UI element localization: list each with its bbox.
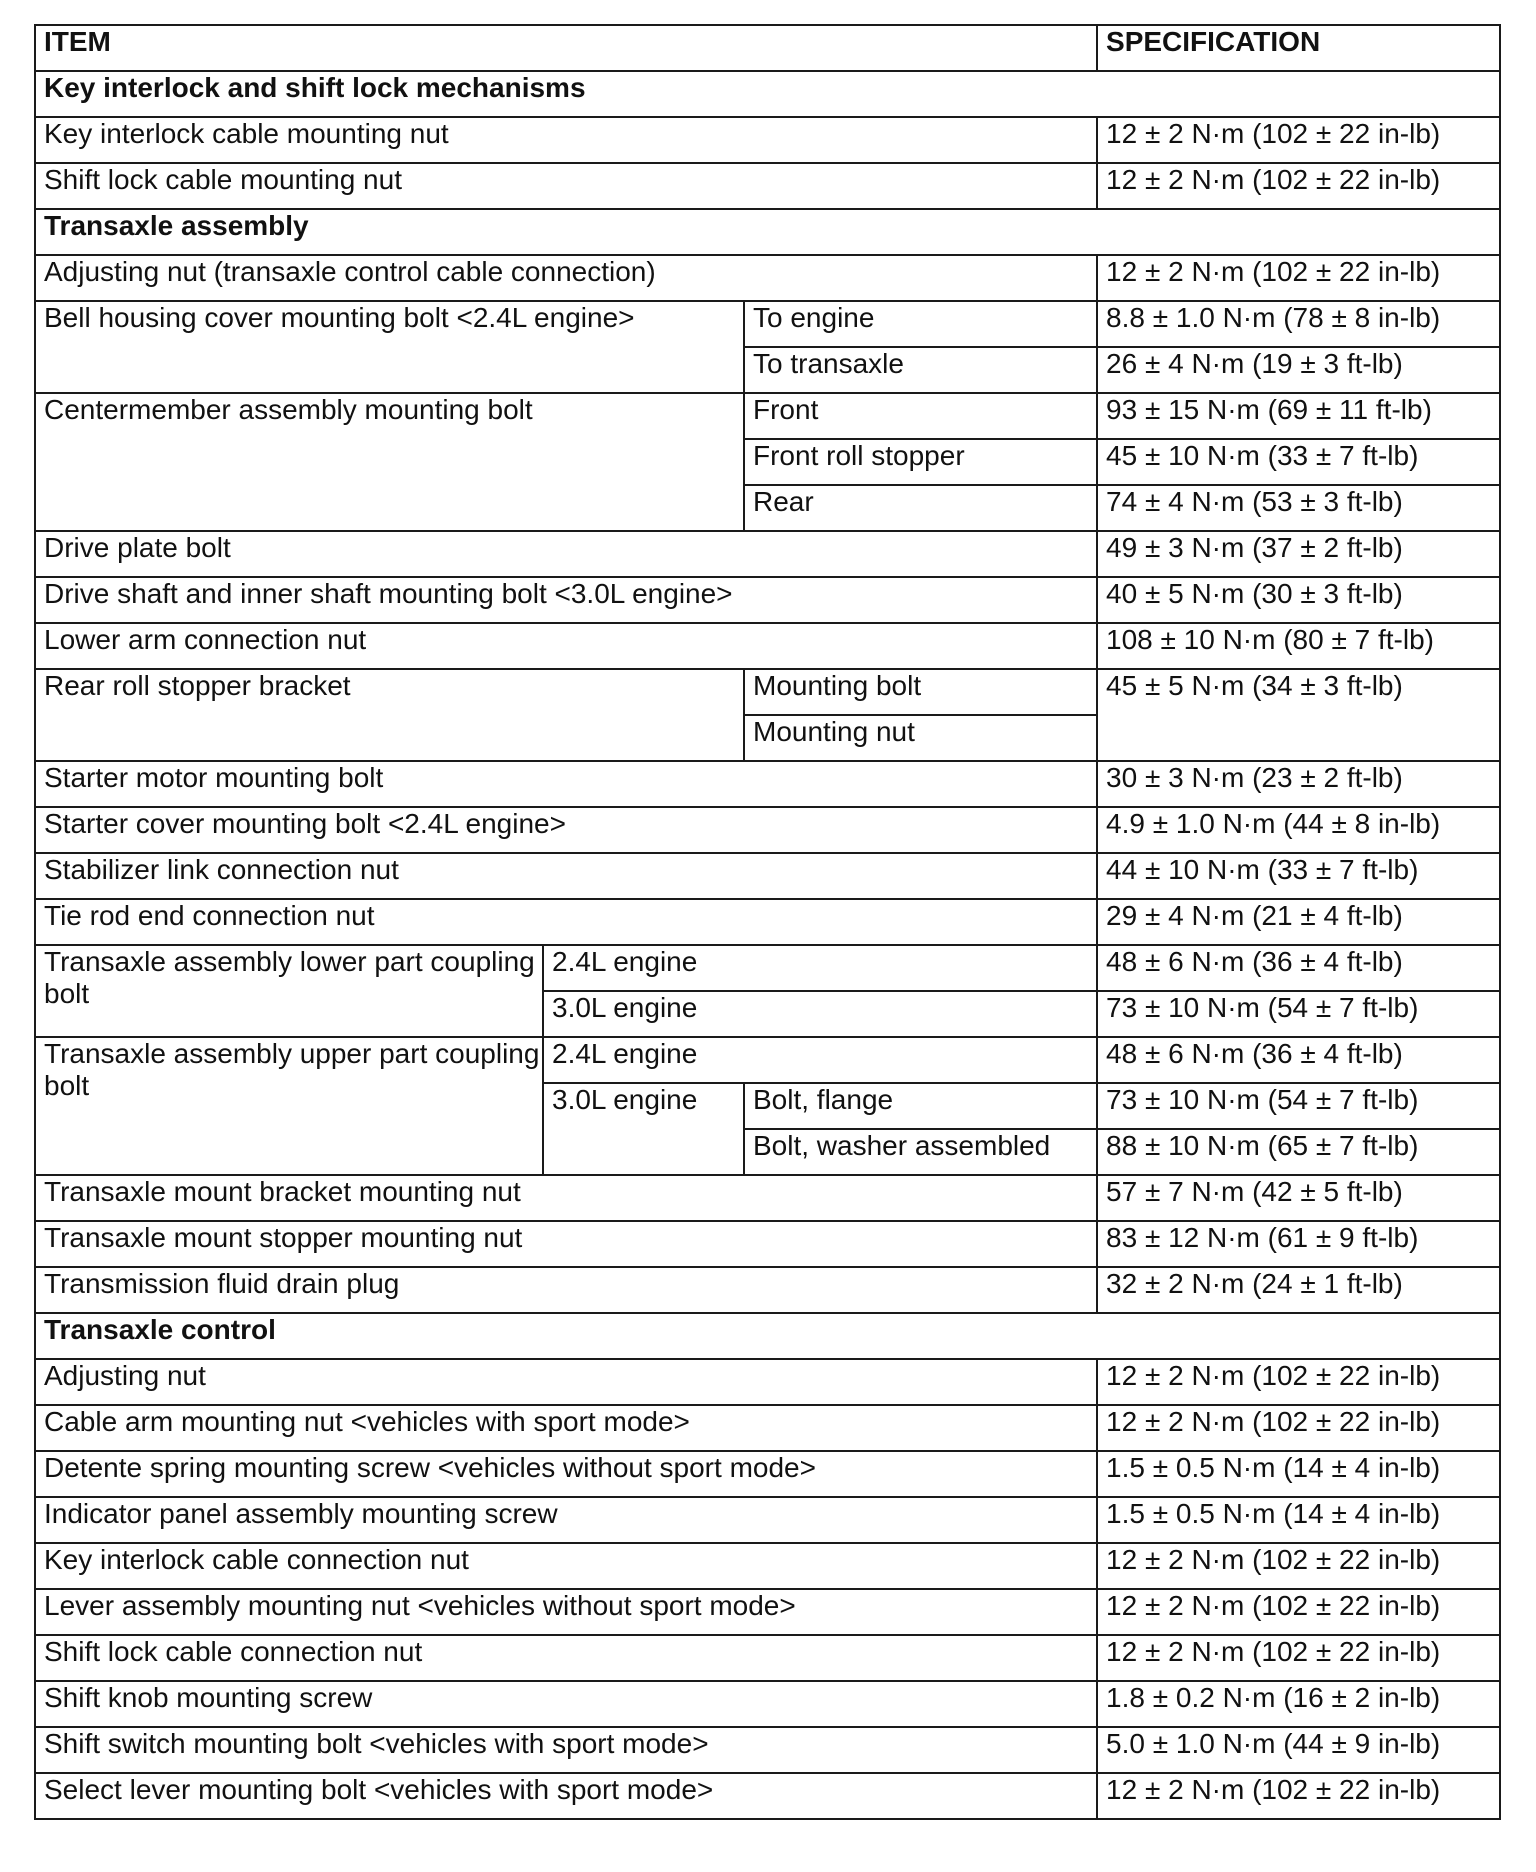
specification-column-header: SPECIFICATION xyxy=(1097,25,1500,71)
sub-item-cell: Mounting bolt xyxy=(744,669,1097,715)
table-header-row xyxy=(35,25,1500,71)
item-cell: Transaxle assembly upper part coupling bolt xyxy=(35,1037,543,1175)
table-row xyxy=(35,1405,1500,1451)
spec-cell: 45 ± 10 N·m (33 ± 7 ft-lb) xyxy=(1097,439,1500,485)
table-row xyxy=(35,1359,1500,1405)
table-row xyxy=(35,1497,1500,1543)
item-cell: Shift switch mounting bolt <vehicles with sport mode> xyxy=(35,1727,1097,1773)
engine-cell: 2.4L engine xyxy=(543,1037,1097,1083)
table-row xyxy=(35,807,1500,853)
spec-cell: 26 ± 4 N·m (19 ± 3 ft-lb) xyxy=(1097,347,1500,393)
table-row xyxy=(35,255,1500,301)
spec-cell: 49 ± 3 N·m (37 ± 2 ft-lb) xyxy=(1097,531,1500,577)
table-row xyxy=(35,1635,1500,1681)
item-cell: Lever assembly mounting nut <vehicles without sport mode> xyxy=(35,1589,1097,1635)
spec-cell: 12 ± 2 N·m (102 ± 22 in-lb) xyxy=(1097,1589,1500,1635)
spec-cell: 5.0 ± 1.0 N·m (44 ± 9 in-lb) xyxy=(1097,1727,1500,1773)
item-cell: Stabilizer link connection nut xyxy=(35,853,1097,899)
table-row xyxy=(35,945,1500,991)
sub-item-cell: Mounting nut xyxy=(744,715,1097,761)
spec-cell: 4.9 ± 1.0 N·m (44 ± 8 in-lb) xyxy=(1097,807,1500,853)
item-cell: Shift lock cable mounting nut xyxy=(35,163,1097,209)
spec-cell: 12 ± 2 N·m (102 ± 22 in-lb) xyxy=(1097,117,1500,163)
table-row xyxy=(35,577,1500,623)
spec-cell: 57 ± 7 N·m (42 ± 5 ft-lb) xyxy=(1097,1175,1500,1221)
section-title-key-interlock: Key interlock and shift lock mechanisms xyxy=(35,71,1500,117)
item-cell: Centermember assembly mounting bolt xyxy=(35,393,744,531)
sub-item-cell: To transaxle xyxy=(744,347,1097,393)
item-cell: Transaxle mount stopper mounting nut xyxy=(35,1221,1097,1267)
section-row xyxy=(35,1313,1500,1359)
table-row xyxy=(35,1773,1500,1819)
spec-cell: 12 ± 2 N·m (102 ± 22 in-lb) xyxy=(1097,255,1500,301)
sub-item-cell: Bolt, washer assembled xyxy=(744,1129,1097,1175)
item-cell: Drive plate bolt xyxy=(35,531,1097,577)
sub-item-cell: Front xyxy=(744,393,1097,439)
spec-cell: 108 ± 10 N·m (80 ± 7 ft-lb) xyxy=(1097,623,1500,669)
item-cell: Transaxle assembly lower part coupling bolt xyxy=(35,945,543,1037)
item-cell: Key interlock cable connection nut xyxy=(35,1543,1097,1589)
sub-item-cell: Front roll stopper xyxy=(744,439,1097,485)
spec-cell: 1.5 ± 0.5 N·m (14 ± 4 in-lb) xyxy=(1097,1451,1500,1497)
item-cell: Key interlock cable mounting nut xyxy=(35,117,1097,163)
sub-item-cell: Rear xyxy=(744,485,1097,531)
spec-cell: 74 ± 4 N·m (53 ± 3 ft-lb) xyxy=(1097,485,1500,531)
spec-cell: 73 ± 10 N·m (54 ± 7 ft-lb) xyxy=(1097,991,1500,1037)
section-row xyxy=(35,209,1500,255)
section-row xyxy=(35,71,1500,117)
table-row xyxy=(35,1681,1500,1727)
table-row xyxy=(35,1175,1500,1221)
item-cell: Select lever mounting bolt <vehicles with sport mode> xyxy=(35,1773,1097,1819)
spec-cell: 12 ± 2 N·m (102 ± 22 in-lb) xyxy=(1097,163,1500,209)
spec-cell: 40 ± 5 N·m (30 ± 3 ft-lb) xyxy=(1097,577,1500,623)
spec-cell: 32 ± 2 N·m (24 ± 1 ft-lb) xyxy=(1097,1267,1500,1313)
table-row xyxy=(35,1451,1500,1497)
spec-cell: 8.8 ± 1.0 N·m (78 ± 8 in-lb) xyxy=(1097,301,1500,347)
table-row xyxy=(35,393,1500,439)
spec-cell: 1.8 ± 0.2 N·m (16 ± 2 in-lb) xyxy=(1097,1681,1500,1727)
item-cell: Adjusting nut (transaxle control cable connection) xyxy=(35,255,1097,301)
table-row xyxy=(35,1267,1500,1313)
item-cell: Detente spring mounting screw <vehicles without sport mode> xyxy=(35,1451,1097,1497)
table-row xyxy=(35,1221,1500,1267)
spec-cell: 48 ± 6 N·m (36 ± 4 ft-lb) xyxy=(1097,945,1500,991)
table-row xyxy=(35,1727,1500,1773)
table-row xyxy=(35,669,1500,715)
table-row xyxy=(35,853,1500,899)
item-cell: Lower arm connection nut xyxy=(35,623,1097,669)
item-cell: Starter motor mounting bolt xyxy=(35,761,1097,807)
spec-cell: 12 ± 2 N·m (102 ± 22 in-lb) xyxy=(1097,1773,1500,1819)
engine-cell: 3.0L engine xyxy=(543,1083,744,1175)
spec-cell: 83 ± 12 N·m (61 ± 9 ft-lb) xyxy=(1097,1221,1500,1267)
spec-cell: 48 ± 6 N·m (36 ± 4 ft-lb) xyxy=(1097,1037,1500,1083)
spec-cell: 1.5 ± 0.5 N·m (14 ± 4 in-lb) xyxy=(1097,1497,1500,1543)
sub-item-cell: Bolt, flange xyxy=(744,1083,1097,1129)
item-cell: Drive shaft and inner shaft mounting bolt <3.0L engine> xyxy=(35,577,1097,623)
item-cell: Bell housing cover mounting bolt <2.4L engine> xyxy=(35,301,744,393)
table-row xyxy=(35,623,1500,669)
spec-cell: 44 ± 10 N·m (33 ± 7 ft-lb) xyxy=(1097,853,1500,899)
spec-cell: 30 ± 3 N·m (23 ± 2 ft-lb) xyxy=(1097,761,1500,807)
torque-spec-table xyxy=(34,24,1501,1820)
spec-cell: 45 ± 5 N·m (34 ± 3 ft-lb) xyxy=(1097,669,1500,761)
spec-cell: 88 ± 10 N·m (65 ± 7 ft-lb) xyxy=(1097,1129,1500,1175)
engine-cell: 2.4L engine xyxy=(543,945,1097,991)
spec-cell: 93 ± 15 N·m (69 ± 11 ft-lb) xyxy=(1097,393,1500,439)
table-row xyxy=(35,1543,1500,1589)
spec-cell: 12 ± 2 N·m (102 ± 22 in-lb) xyxy=(1097,1405,1500,1451)
table-row xyxy=(35,1589,1500,1635)
table-row xyxy=(35,117,1500,163)
spec-cell: 12 ± 2 N·m (102 ± 22 in-lb) xyxy=(1097,1635,1500,1681)
item-cell: Cable arm mounting nut <vehicles with sport mode> xyxy=(35,1405,1097,1451)
engine-cell: 3.0L engine xyxy=(543,991,1097,1037)
item-cell: Rear roll stopper bracket xyxy=(35,669,744,761)
sub-item-cell: To engine xyxy=(744,301,1097,347)
item-cell: Transmission fluid drain plug xyxy=(35,1267,1097,1313)
item-cell: Adjusting nut xyxy=(35,1359,1097,1405)
item-cell: Transaxle mount bracket mounting nut xyxy=(35,1175,1097,1221)
spec-cell: 12 ± 2 N·m (102 ± 22 in-lb) xyxy=(1097,1543,1500,1589)
item-cell: Shift knob mounting screw xyxy=(35,1681,1097,1727)
item-cell: Starter cover mounting bolt <2.4L engine> xyxy=(35,807,1097,853)
item-column-header: ITEM xyxy=(35,25,1097,71)
item-cell: Shift lock cable connection nut xyxy=(35,1635,1097,1681)
spec-cell: 29 ± 4 N·m (21 ± 4 ft-lb) xyxy=(1097,899,1500,945)
spec-cell: 12 ± 2 N·m (102 ± 22 in-lb) xyxy=(1097,1359,1500,1405)
table-row xyxy=(35,531,1500,577)
item-cell: Tie rod end connection nut xyxy=(35,899,1097,945)
table-row xyxy=(35,301,1500,347)
table-row xyxy=(35,899,1500,945)
section-title-transaxle-control: Transaxle control xyxy=(35,1313,1500,1359)
spec-cell: 73 ± 10 N·m (54 ± 7 ft-lb) xyxy=(1097,1083,1500,1129)
section-title-transaxle-assembly: Transaxle assembly xyxy=(35,209,1500,255)
table-row xyxy=(35,163,1500,209)
table-row xyxy=(35,1037,1500,1083)
item-cell: Indicator panel assembly mounting screw xyxy=(35,1497,1097,1543)
table-row xyxy=(35,761,1500,807)
